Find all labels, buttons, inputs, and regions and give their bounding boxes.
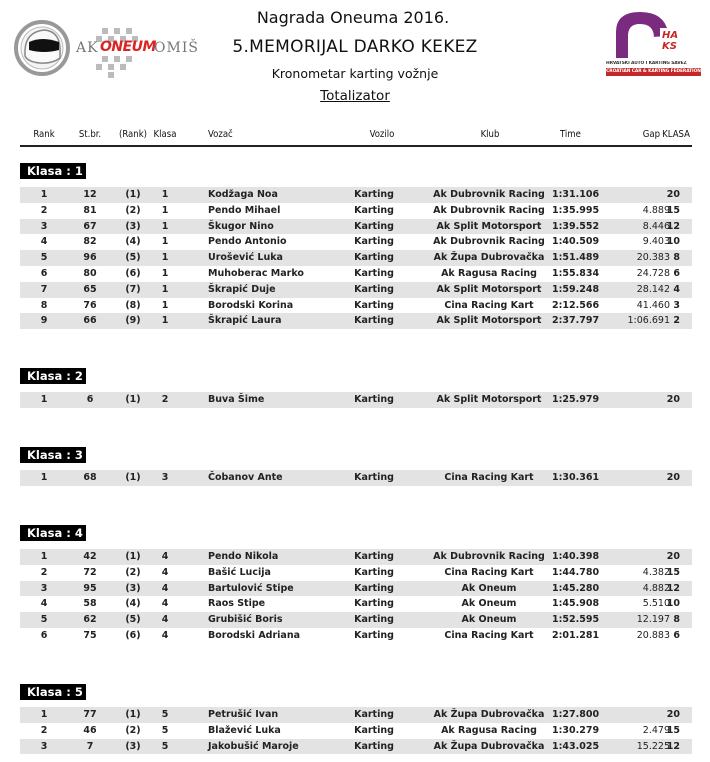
cell-class: 1 xyxy=(161,315,169,327)
cell-time: 2:01.281 xyxy=(552,629,600,641)
cell-driver: Kodžaga Noa xyxy=(208,189,278,200)
event-title: Nagrada Oneuma 2016. xyxy=(256,8,450,27)
cell-gap: 4.382 xyxy=(642,566,670,578)
cell-gap: 4.882 xyxy=(642,582,670,594)
cell-club: Ak Župa Dubrovačka xyxy=(433,252,545,264)
cell-class: 4 xyxy=(161,629,169,641)
cell-rank: 1 xyxy=(40,551,48,562)
cell-class-rank: (3) xyxy=(125,220,141,232)
cell-gap: 20.883 xyxy=(636,629,670,641)
cell-club: Ak Oneum xyxy=(461,582,517,594)
table-row xyxy=(20,628,692,644)
cell-start-number: 96 xyxy=(83,252,97,264)
cell-points: 12 xyxy=(666,740,680,752)
cell-class-rank: (8) xyxy=(125,299,141,311)
cell-club: Ak Split Motorsport xyxy=(436,220,542,232)
cell-gap: 2.479 xyxy=(642,724,670,736)
cell-start-number: 77 xyxy=(83,709,97,720)
cell-rank: 5 xyxy=(40,614,48,626)
cell-start-number: 65 xyxy=(83,283,97,295)
cell-vehicle: Karting xyxy=(354,598,394,610)
cell-gap: 4.889 xyxy=(642,204,670,216)
cell-time: 1:45.908 xyxy=(552,598,600,610)
cell-class-rank: (4) xyxy=(125,598,141,610)
cell-driver: Bašić Lucija xyxy=(208,566,271,578)
cell-rank: 3 xyxy=(40,582,48,594)
cell-vehicle: Karting xyxy=(354,267,394,279)
cell-driver: Pendo Mihael xyxy=(208,204,281,216)
cell-driver: Pendo Nikola xyxy=(208,551,279,562)
cell-class: 1 xyxy=(161,189,169,200)
cell-class: 1 xyxy=(161,252,169,264)
cell-club: Ak Oneum xyxy=(461,614,517,626)
cell-class-rank: (5) xyxy=(125,252,141,264)
cell-points: 6 xyxy=(673,267,680,279)
haks-logo xyxy=(606,10,701,80)
table-row xyxy=(20,313,692,329)
cell-club: Ak Župa Dubrovačka xyxy=(433,740,545,752)
cell-start-number: 46 xyxy=(83,724,97,736)
cell-driver: Čobanov Ante xyxy=(208,472,283,483)
cell-start-number: 75 xyxy=(83,629,97,641)
cell-club: Ak Dubrovnik Racing xyxy=(433,204,545,216)
cell-rank: 5 xyxy=(40,252,48,264)
cell-club: Ak Oneum xyxy=(461,598,517,610)
column-header-row xyxy=(20,129,692,147)
table-row xyxy=(20,266,692,282)
table-row xyxy=(20,707,692,723)
cell-rank: 1 xyxy=(40,394,48,405)
cell-rank: 6 xyxy=(40,629,48,641)
cell-gap: 41.460 xyxy=(636,299,670,311)
cell-class: 1 xyxy=(161,220,169,232)
cell-points: 15 xyxy=(666,566,680,578)
cell-class: 5 xyxy=(161,709,169,720)
cell-vehicle: Karting xyxy=(354,566,394,578)
cell-start-number: 12 xyxy=(83,189,97,200)
svg-text:KS: KS xyxy=(662,41,677,52)
cell-gap: 8.446 xyxy=(642,220,670,232)
results-table xyxy=(20,549,692,644)
cell-vehicle: Karting xyxy=(354,551,394,562)
class-badge: Klasa : 3 xyxy=(20,447,86,463)
cell-vehicle: Karting xyxy=(354,252,394,264)
cell-time: 1:25.979 xyxy=(552,394,600,405)
cell-club: Ak Dubrovnik Racing xyxy=(433,236,545,248)
cell-rank: 9 xyxy=(40,315,48,327)
col-vozac: Vozač xyxy=(208,129,233,140)
cell-start-number: 80 xyxy=(83,267,97,279)
cell-class-rank: (1) xyxy=(125,189,141,200)
col-klub: Klub xyxy=(480,129,500,140)
cell-gap: 24.728 xyxy=(636,267,670,279)
cell-points: 4 xyxy=(673,283,680,295)
table-row xyxy=(20,596,692,612)
cell-vehicle: Karting xyxy=(354,740,394,752)
cell-vehicle: Karting xyxy=(354,189,394,200)
cell-time: 2:37.797 xyxy=(552,315,600,327)
cell-start-number: 7 xyxy=(86,740,94,752)
cell-club: Ak Split Motorsport xyxy=(436,315,542,327)
cell-class-rank: (6) xyxy=(125,629,141,641)
cell-driver: Petrušić Ivan xyxy=(208,709,279,720)
cell-points: 12 xyxy=(666,582,680,594)
cell-driver: Škrapić Duje xyxy=(208,283,276,295)
results-table xyxy=(20,707,692,754)
svg-text:HA: HA xyxy=(662,30,679,41)
cell-club: Ak Ragusa Racing xyxy=(441,724,537,736)
col-klasa: Klasa xyxy=(153,129,177,140)
cell-driver: Buva Šime xyxy=(208,394,265,405)
cell-vehicle: Karting xyxy=(354,220,394,232)
cell-driver: Urošević Luka xyxy=(208,252,283,264)
table-row xyxy=(20,282,692,298)
cell-time: 1:40.509 xyxy=(552,236,600,248)
cell-class-rank: (3) xyxy=(125,740,141,752)
cell-vehicle: Karting xyxy=(354,724,394,736)
cell-class: 4 xyxy=(161,566,169,578)
cell-vehicle: Karting xyxy=(354,204,394,216)
cell-points: 8 xyxy=(673,252,680,264)
col-stbr: St.br. xyxy=(78,129,102,140)
cell-start-number: 42 xyxy=(83,551,97,562)
logo-left-prefix: AK xyxy=(76,40,99,56)
col-prank: (Rank) xyxy=(118,129,147,140)
cell-time: 1:44.780 xyxy=(552,566,600,578)
cell-vehicle: Karting xyxy=(354,582,394,594)
cell-start-number: 67 xyxy=(83,220,97,232)
results-table xyxy=(20,470,692,486)
results-table xyxy=(20,392,692,408)
cell-vehicle: Karting xyxy=(354,472,394,483)
cell-time: 1:35.995 xyxy=(552,204,600,216)
table-row xyxy=(20,219,692,235)
cell-class-rank: (2) xyxy=(125,566,141,578)
cell-vehicle: Karting xyxy=(354,394,394,405)
cell-rank: 1 xyxy=(40,709,48,720)
table-row xyxy=(20,581,692,597)
class-badge: Klasa : 2 xyxy=(20,368,86,384)
cell-rank: 3 xyxy=(40,740,48,752)
cell-rank: 3 xyxy=(40,220,48,232)
cell-class: 4 xyxy=(161,551,169,562)
cell-points: 12 xyxy=(666,220,680,232)
cell-class-rank: (1) xyxy=(125,709,141,720)
cell-start-number: 82 xyxy=(83,236,97,248)
cell-time: 1:27.800 xyxy=(552,709,600,720)
results-table xyxy=(20,187,692,329)
cell-start-number: 58 xyxy=(83,598,97,610)
cell-rank: 4 xyxy=(40,598,48,610)
col-time: Time xyxy=(560,129,581,140)
table-row xyxy=(20,739,692,755)
cell-driver: Grubišić Boris xyxy=(208,614,283,626)
cell-gap: 15.225 xyxy=(636,740,670,752)
cell-club: Ak Župa Dubrovačka xyxy=(433,709,545,720)
col-gap: Gap xyxy=(642,129,660,140)
cell-time: 1:43.025 xyxy=(552,740,600,752)
cell-class: 1 xyxy=(161,267,169,279)
cell-points: 3 xyxy=(673,299,680,311)
cell-points: 6 xyxy=(673,629,680,641)
cell-class: 4 xyxy=(161,598,169,610)
cell-club: Cina Racing Kart xyxy=(444,566,534,578)
col-rank: Rank xyxy=(33,129,55,140)
cell-class-rank: (2) xyxy=(125,204,141,216)
cell-class: 4 xyxy=(161,582,169,594)
cell-rank: 2 xyxy=(40,724,48,736)
cell-club: Cina Racing Kart xyxy=(444,472,534,483)
cell-driver: Borodski Adriana xyxy=(208,629,300,641)
cell-start-number: 66 xyxy=(83,315,97,327)
cell-vehicle: Karting xyxy=(354,709,394,720)
cell-driver: Blažević Luka xyxy=(208,724,281,736)
cell-points: 20 xyxy=(666,189,680,200)
cell-time: 1:45.280 xyxy=(552,582,600,594)
cell-class-rank: (1) xyxy=(125,472,141,483)
cell-class-rank: (1) xyxy=(125,551,141,562)
cell-vehicle: Karting xyxy=(354,629,394,641)
cell-rank: 1 xyxy=(40,189,48,200)
col-points: KLASA xyxy=(662,129,690,140)
cell-start-number: 6 xyxy=(86,394,94,405)
cell-driver: Škrapić Laura xyxy=(208,315,282,327)
cell-points: 10 xyxy=(666,598,680,610)
cell-class-rank: (9) xyxy=(125,315,141,327)
cell-class: 1 xyxy=(161,236,169,248)
cell-rank: 8 xyxy=(40,299,48,311)
cell-class-rank: (2) xyxy=(125,724,141,736)
class-badge: Klasa : 5 xyxy=(20,684,86,700)
cell-rank: 6 xyxy=(40,267,48,279)
cell-vehicle: Karting xyxy=(354,614,394,626)
class-badge: Klasa : 1 xyxy=(20,163,86,179)
cell-points: 20 xyxy=(666,709,680,720)
cell-class: 1 xyxy=(161,283,169,295)
cell-points: 15 xyxy=(666,724,680,736)
table-row xyxy=(20,392,692,408)
cell-club: Ak Dubrovnik Racing xyxy=(433,189,545,200)
haks-logo-line1: HRVATSKI AUTO I KARTING SAVEZ xyxy=(606,61,687,66)
cell-start-number: 72 xyxy=(83,566,97,578)
cell-class-rank: (5) xyxy=(125,614,141,626)
cell-start-number: 76 xyxy=(83,299,97,311)
cell-vehicle: Karting xyxy=(354,315,394,327)
cell-time: 1:51.489 xyxy=(552,252,600,264)
cell-class: 1 xyxy=(161,299,169,311)
cell-driver: Muhoberac Marko xyxy=(208,267,304,279)
cell-driver: Raos Stipe xyxy=(208,598,266,610)
cell-club: Cina Racing Kart xyxy=(444,629,534,641)
cell-class: 4 xyxy=(161,614,169,626)
logo-left-name: ONEUM xyxy=(100,39,156,55)
table-row xyxy=(20,203,692,219)
cell-start-number: 81 xyxy=(83,204,97,216)
cell-points: 8 xyxy=(673,614,680,626)
cell-gap: 28.142 xyxy=(636,283,670,295)
cell-time: 1:52.595 xyxy=(552,614,600,626)
cell-rank: 7 xyxy=(40,283,48,295)
table-row xyxy=(20,549,692,565)
cell-points: 15 xyxy=(666,204,680,216)
cell-time: 1:40.398 xyxy=(552,551,600,562)
cell-rank: 2 xyxy=(40,204,48,216)
section-title: Totalizator xyxy=(320,88,390,104)
cell-class: 5 xyxy=(161,740,169,752)
event-caption: Kronometar karting vožnje xyxy=(271,66,439,81)
col-vozilo: Vozilo xyxy=(369,129,395,140)
cell-vehicle: Karting xyxy=(354,236,394,248)
cell-time: 1:30.279 xyxy=(552,724,600,736)
cell-club: Ak Split Motorsport xyxy=(436,394,542,405)
cell-points: 20 xyxy=(666,394,680,405)
cell-class-rank: (3) xyxy=(125,582,141,594)
cell-class-rank: (7) xyxy=(125,283,141,295)
cell-club: Ak Dubrovnik Racing xyxy=(433,551,545,562)
cell-gap: 5.510 xyxy=(642,598,670,610)
cell-class-rank: (6) xyxy=(125,267,141,279)
cell-time: 1:39.552 xyxy=(552,220,600,232)
cell-driver: Pendo Antonio xyxy=(208,236,287,248)
cell-rank: 1 xyxy=(40,472,48,483)
cell-class: 3 xyxy=(161,472,169,483)
event-subtitle: 5.MEMORIJAL DARKO KEKEZ xyxy=(232,37,478,57)
cell-class: 1 xyxy=(161,204,169,216)
cell-time: 1:55.834 xyxy=(552,267,600,279)
cell-time: 1:30.361 xyxy=(552,472,600,483)
cell-club: Ak Split Motorsport xyxy=(436,283,542,295)
cell-time: 1:31.106 xyxy=(552,189,600,200)
cell-club: Cina Racing Kart xyxy=(444,299,534,311)
cell-start-number: 95 xyxy=(83,582,97,594)
table-row xyxy=(20,612,692,628)
table-row xyxy=(20,470,692,486)
cell-start-number: 62 xyxy=(83,614,97,626)
cell-gap: 20.383 xyxy=(636,252,670,264)
cell-driver: Jakobušić Maroje xyxy=(208,740,299,752)
cell-driver: Škugor Nino xyxy=(208,220,274,232)
cell-vehicle: Karting xyxy=(354,299,394,311)
cell-start-number: 68 xyxy=(83,472,97,483)
table-row xyxy=(20,250,692,266)
cell-class: 5 xyxy=(161,724,169,736)
haks-logo-line2: CROATIAN CAR & KARTING FEDERATION xyxy=(606,69,701,74)
class-badge: Klasa : 4 xyxy=(20,525,86,541)
cell-class-rank: (1) xyxy=(125,394,141,405)
cell-points: 2 xyxy=(673,315,680,327)
cell-rank: 4 xyxy=(40,236,48,248)
table-row xyxy=(20,565,692,581)
cell-gap: 12.197 xyxy=(636,614,670,626)
cell-points: 20 xyxy=(666,551,680,562)
table-row xyxy=(20,187,692,203)
cell-rank: 2 xyxy=(40,566,48,578)
cell-time: 2:12.566 xyxy=(552,299,600,311)
cell-gap: 1:06.691 xyxy=(627,315,670,327)
cell-club: Ak Ragusa Racing xyxy=(441,267,537,279)
cell-driver: Bartulović Stipe xyxy=(208,582,294,594)
logo-left-suffix: OMIŠ xyxy=(154,40,199,56)
cell-gap: 9.403 xyxy=(642,236,670,248)
table-row xyxy=(20,234,692,250)
table-row xyxy=(20,723,692,739)
cell-time: 1:59.248 xyxy=(552,283,600,295)
cell-driver: Borodski Korina xyxy=(208,299,294,311)
cell-class-rank: (4) xyxy=(125,236,141,248)
cell-points: 10 xyxy=(666,236,680,248)
cell-points: 20 xyxy=(666,472,680,483)
table-row xyxy=(20,298,692,314)
cell-vehicle: Karting xyxy=(354,283,394,295)
cell-class: 2 xyxy=(161,394,169,405)
